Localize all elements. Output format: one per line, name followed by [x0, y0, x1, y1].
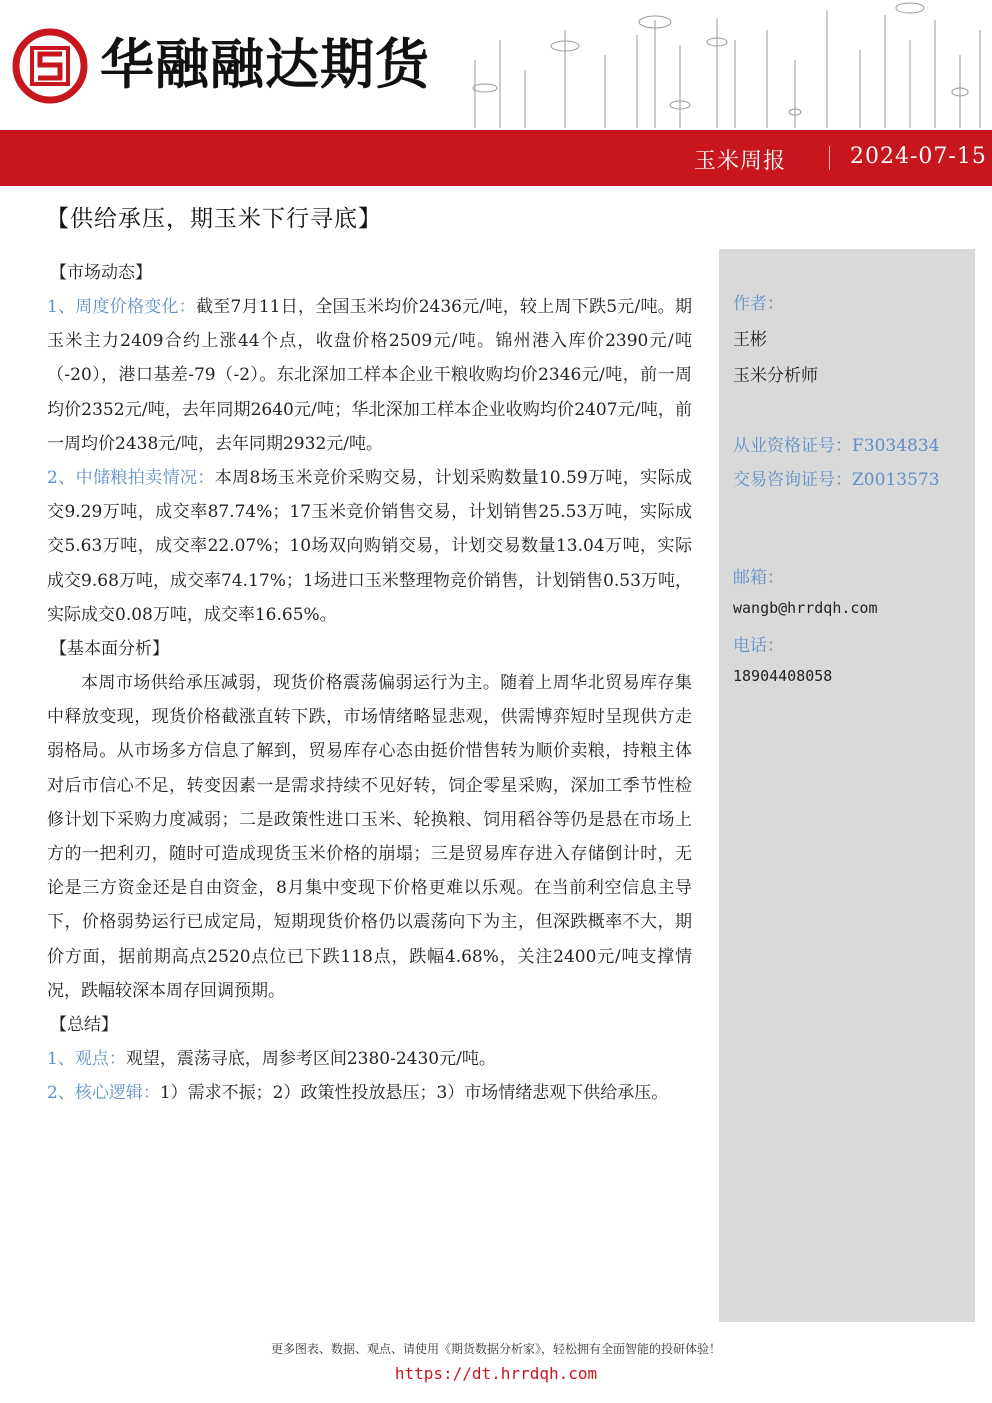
header [0, 0, 992, 130]
decorative-lines-graphic [455, 0, 992, 130]
author-label: 作者： [733, 294, 784, 314]
market-item [47, 290, 692, 461]
author-name: 王彬 [733, 330, 767, 350]
summary-item-lead: 2、核心逻辑： [47, 1083, 160, 1104]
main-content [47, 256, 692, 1110]
market-item-lead: 1、周度价格变化： [47, 297, 197, 317]
phone-label: 电话： [733, 636, 784, 656]
author-title: 玉米分析师 [733, 366, 818, 386]
market-item-text: 截至7月11日，全国玉米均价2436元/吨，较上周下跌5元/吨。期玉米主力2409合约上涨44个点，收盘价格2509元/吨。锦州港入库价2390元/吨（-20），港口基差-79（-2）。东北深加工样本企业干粮收购均价2346元/吨，前一周均价2352元/吨，去年同期2640元/吨；华北深加工样本企业收购均价2407元/吨，前一周均价2438元/吨，去年同期2932元/吨。 [47, 297, 692, 454]
summary-item [47, 1042, 692, 1076]
report-banner [0, 130, 992, 186]
fundamental-paragraph: 本周市场供给承压减弱，现货价格震荡偏弱运行为主。随着上周华北贸易库存集中释放变现，现货价格截涨直转下跌，市场情绪略显悲观，供需博弈短时呈现供方走弱格局。从市场多方信息了解到，贸易库存心态由挺价惜售转为顺价卖粮，持粮主体对后市信心不足，转变因素一是需求持续不见好转，饲企零星采购，深加工季节性检修计划下采购力度减弱；二是政策性进口玉米、轮换粮、饲用稻谷等仍是悬在市场上方的一把利刃，随时可造成现货玉米价格的崩塌；三是贸易库存进入存储倒计时，无论是三方资金还是自由资金，8月集中变现下价格更难以乐观。在当前利空信息主导下，价格弱势运行已成定局，短期现货价格仍以震荡向下为主，但深跌概率不大，期价方面，据前期高点2520点位已下跌118点，跌幅4.68%，关注2400元/吨支撑情况，跌幅较深本周存回调预期。 [47, 673, 692, 1001]
market-item [47, 461, 692, 632]
report-title: 【供给承压，期玉米下行寻底】 [46, 206, 382, 232]
consult-value: Z0013573 [852, 470, 940, 490]
author-sidebar [719, 249, 975, 1322]
footer-note: 更多图表、数据、观点、请使用《期货数据分析家》，轻松拥有全面智能的投研体验！ [270, 1342, 721, 1356]
footer-link[interactable]: https://dt.hrrdqh.com [394, 1364, 598, 1383]
banner-divider [829, 146, 830, 170]
email-label: 邮箱： [733, 568, 784, 588]
market-item-lead: 2、中储粮拍卖情况： [47, 468, 215, 489]
consult-label [733, 465, 940, 490]
email-value[interactable]: wangb@hrrdqh.com [733, 599, 878, 617]
section-heading-market: 【市场动态】 [50, 263, 152, 283]
cert-value: F3034834 [852, 436, 940, 456]
summary-item-lead: 1、观点： [47, 1049, 126, 1070]
company-name: 华融融达期货 [100, 33, 430, 96]
summary-item-text: 观望，震荡寻底，周参考区间2380-2430元/吨。 [125, 1049, 496, 1070]
phone-value: 18904408058 [733, 667, 833, 685]
summary-item [47, 1076, 692, 1110]
cert-label-text: 从业资格证号： [733, 436, 852, 456]
section-heading-fundamental: 【基本面分析】 [50, 639, 169, 660]
summary-item-text: 1）需求不振；2）政策性投放悬压；3）市场情绪悲观下供给承压。 [159, 1083, 669, 1104]
report-type: 玉米周报 [694, 149, 787, 174]
consult-label-text: 交易咨询证号： [733, 470, 852, 490]
section-heading-summary: 【总结】 [50, 1015, 118, 1036]
market-item-text: 本周8场玉米竞价采购交易，计划采购数量10.59万吨，实际成交9.29万吨，成交率87.74%；17玉米竞价销售交易，计划销售25.53万吨，实际成交5.63万吨，成交率22.07%；10场双向购销交易，计划交易数量13.04万吨，实际成交9.68万吨，成交率74.17%；1场进口玉米整理物竞价销售，计划销售0.53万吨，实际成交0.08万吨，成交率16.65%。 [47, 468, 692, 625]
report-date: 2024-07-15 [850, 144, 987, 169]
cert-label [733, 431, 940, 456]
company-seal-logo-icon [12, 28, 88, 104]
